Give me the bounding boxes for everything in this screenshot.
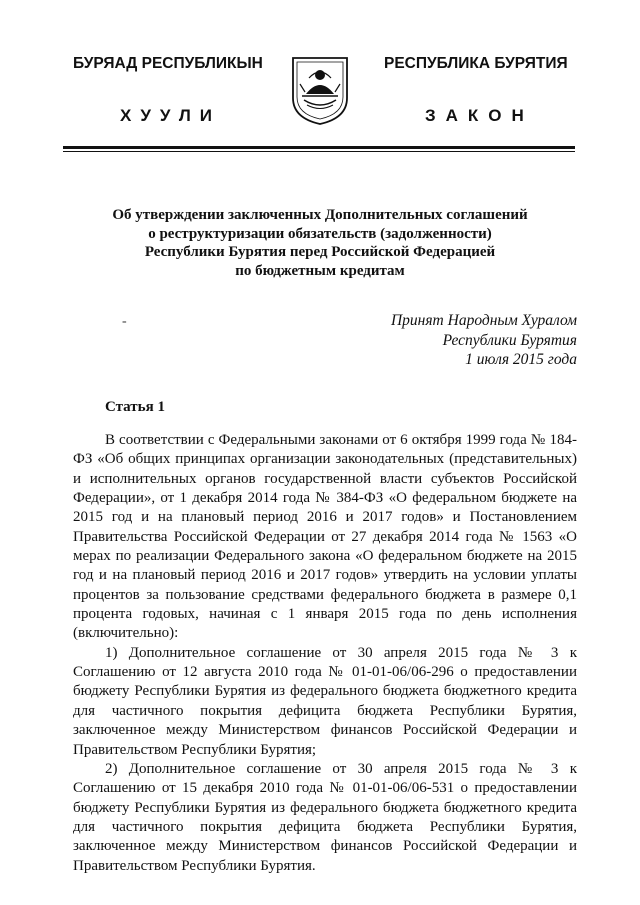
paragraph: 2) Дополнительное соглашение от 30 апреля 2015 года № 3 к Соглашению от 15 декабря 2010 года № 01-01-06/06-531 о предоставлении бюджету Республики Бурятия из федерального бюджета бюджетного кредита для частичного покрытия дефицита бюджета Республики Бурятия, заключенное между Министерством финансов Российской Федерации и Правительством Республики Бурятия. <box>73 760 577 874</box>
adoption-line: 1 июля 2015 года <box>465 351 577 368</box>
header-divider-thick <box>63 146 575 149</box>
article-heading: Статья 1 <box>105 399 165 415</box>
header-left-title: БУРЯАД РЕСПУБЛИКЫН <box>73 55 263 72</box>
header-right-doc-type: ЗАКОН <box>425 106 534 125</box>
header-right-title: РЕСПУБЛИКА БУРЯТИЯ <box>384 55 568 72</box>
adoption-line: Республики Бурятия <box>442 331 577 349</box>
law-title <box>100 206 540 280</box>
scan-mark: - <box>122 314 127 329</box>
law-title-line: о реструктуризации обязательств (задолженности) <box>148 225 492 242</box>
header-divider-thin <box>63 151 575 152</box>
paragraph: 1) Дополнительное соглашение от 30 апреля 2015 года № 3 к Соглашению от 12 августа 2010 года № 01-01-06/06-296 о предоставлении бюджету Республики Бурятия из федерального бюджета бюджетного кредита для частичного покрытия дефицита бюджета Республики Бурятия, заключенное между Министерством финансов Российской Федерации и Правительством Республики Бурятия; <box>73 644 577 758</box>
law-title-line: Республики Бурятия перед Российской Федерацией <box>144 244 496 260</box>
paragraph: В соответствии с Федеральными законами от 6 октября 1999 года № 184-ФЗ «Об общих принципах организации законодательных (представительных) и исполнительных органов государственной власти субъектов Российской Федерации», от 1 декабря 2014 года № 384-ФЗ «О федеральном бюджете на 2015 год и на плановый период 2016 и 2017 годов» и Постановлением Правительства Российской Федерации от 27 декабря 2014 года № 1563 «О мерах по реализации Федерального закона «О федеральном бюджете на 2015 год и на плановый период 2016 и 2017 годов» утвердить на условии уплаты процентов за пользование средствами федерального бюджета в размере 0,1 процента годовых, начиная с 1 января 2015 года по день исполнения (включительно): <box>73 432 577 642</box>
coat-of-arms-emblem <box>289 54 351 126</box>
adoption-note <box>391 311 577 370</box>
article-body <box>73 431 577 876</box>
law-title-line: по бюджетным кредитам <box>235 262 405 279</box>
adoption-line: Принят Народным Хуралом <box>390 312 577 329</box>
header-left-doc-type: ХУУЛИ <box>120 106 221 125</box>
law-title-line: Об утверждении заключенных Дополнительных соглашений <box>112 207 528 223</box>
